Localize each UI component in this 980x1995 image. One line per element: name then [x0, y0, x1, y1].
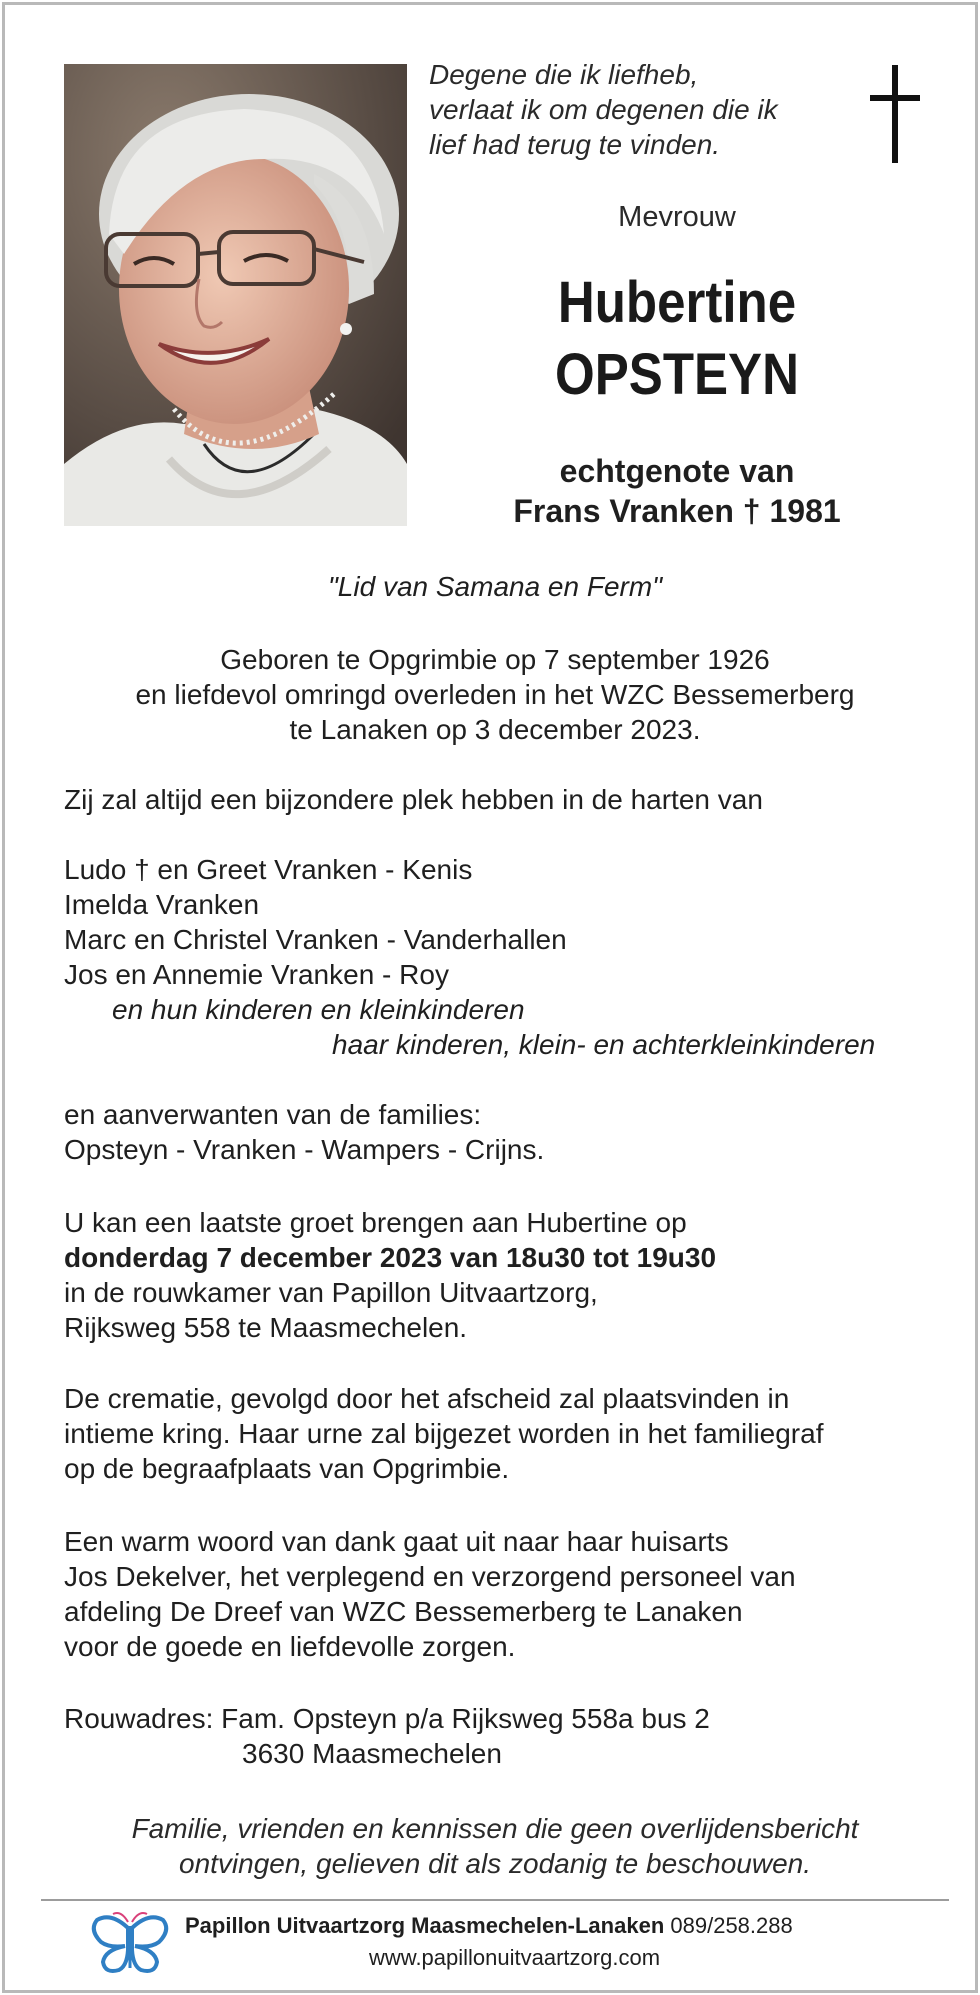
farewell-line: in de rouwkamer van Papillon Uitvaartzorg, [64, 1277, 598, 1308]
relatives-line: en aanverwanten van de families: [64, 1099, 482, 1130]
farewell-info [64, 1205, 716, 1345]
quote-line: verlaat ik om degenen die ik [429, 94, 778, 125]
thanks-line: Een warm woord van dank gaat uit naar haar huisarts [64, 1526, 729, 1557]
farewell-datetime: donderdag 7 december 2023 van 18u30 tot 19u30 [64, 1242, 717, 1273]
family-member: Jos en Annemie Vranken - Roy [64, 959, 449, 990]
thanks-info [64, 1524, 796, 1664]
quote [429, 57, 849, 162]
portrait-photo [64, 64, 407, 526]
first-name: Hubertine [557, 270, 797, 335]
address-line: Rouwadres: Fam. Opsteyn p/a Rijksweg 558a bus 2 [64, 1703, 710, 1734]
birth-death-info [64, 642, 926, 747]
hearts-intro: Zij zal altijd een bijzondere plek hebben in de harten van [64, 784, 763, 815]
birth-line: te Lanaken op 3 december 2023. [289, 714, 701, 745]
company-website[interactable]: www.papillonuitvaartzorg.com [369, 1945, 661, 1970]
butterfly-logo-icon [91, 1910, 169, 1976]
cremation-line: intieme kring. Haar urne zal bijgezet worden in het familiegraf [64, 1418, 824, 1449]
quote-line: lief had terug te vinden. [429, 129, 721, 160]
quote-line: Degene die ik liefheb, [429, 59, 699, 90]
relatives-line: Opsteyn - Vranken - Wampers - Crijns. [64, 1134, 545, 1165]
membership-quote: "Lid van Samana en Ferm" [327, 571, 663, 602]
relatives [64, 1097, 544, 1167]
mourning-address [64, 1701, 710, 1771]
cremation-line: op de begraafplaats van Opgrimbie. [64, 1453, 510, 1484]
thanks-line: afdeling De Dreef van WZC Bessemerberg te Lanaken [64, 1596, 743, 1627]
thanks-line: Jos Dekelver, het verplegend en verzorgend personeel van [64, 1561, 796, 1592]
thanks-line: voor de goede en liefdevolle zorgen. [64, 1631, 516, 1662]
notice-line: ontvingen, gelieven dit als zodanig te beschouwen. [179, 1848, 811, 1879]
family-children: en hun kinderen en kleinkinderen [112, 994, 525, 1025]
spouse-line-1: echtgenote van [559, 453, 795, 489]
cross-icon [870, 65, 920, 163]
spouse-info [429, 451, 925, 531]
family-member: Imelda Vranken [64, 889, 260, 920]
family-list [64, 852, 875, 1062]
address-line: 3630 Maasmechelen [242, 1738, 502, 1769]
notice [64, 1811, 926, 1881]
company-phone: 089/258.288 [670, 1913, 793, 1938]
family-member: Marc en Christel Vranken - Vanderhallen [64, 924, 567, 955]
farewell-line: Rijksweg 558 te Maasmechelen. [64, 1312, 468, 1343]
farewell-line: U kan een laatste groet brengen aan Hubertine op [64, 1207, 687, 1238]
birth-line: en liefdevol omringd overleden in het WZC Bessemerberg [135, 679, 855, 710]
spouse-line-2: Frans Vranken † 1981 [513, 493, 841, 529]
footer-divider [41, 1899, 949, 1901]
family-member: Ludo † en Greet Vranken - Kenis [64, 854, 473, 885]
birth-line: Geboren te Opgrimbie op 7 september 1926 [220, 644, 770, 675]
cremation-info [64, 1381, 824, 1486]
salutation: Mevrouw [618, 201, 736, 233]
footer-company [185, 1913, 793, 1939]
last-name: OPSTEYN [555, 342, 799, 407]
family-grandchildren: haar kinderen, klein- en achterkleinkinderen [332, 1029, 876, 1060]
company-name: Papillon Uitvaartzorg Maasmechelen-Lanaken [185, 1913, 665, 1938]
obituary-card [2, 2, 978, 1993]
cremation-line: De crematie, gevolgd door het afscheid zal plaatsvinden in [64, 1383, 790, 1414]
deceased-name [459, 267, 895, 411]
notice-line: Familie, vrienden en kennissen die geen overlijdensbericht [131, 1813, 859, 1844]
